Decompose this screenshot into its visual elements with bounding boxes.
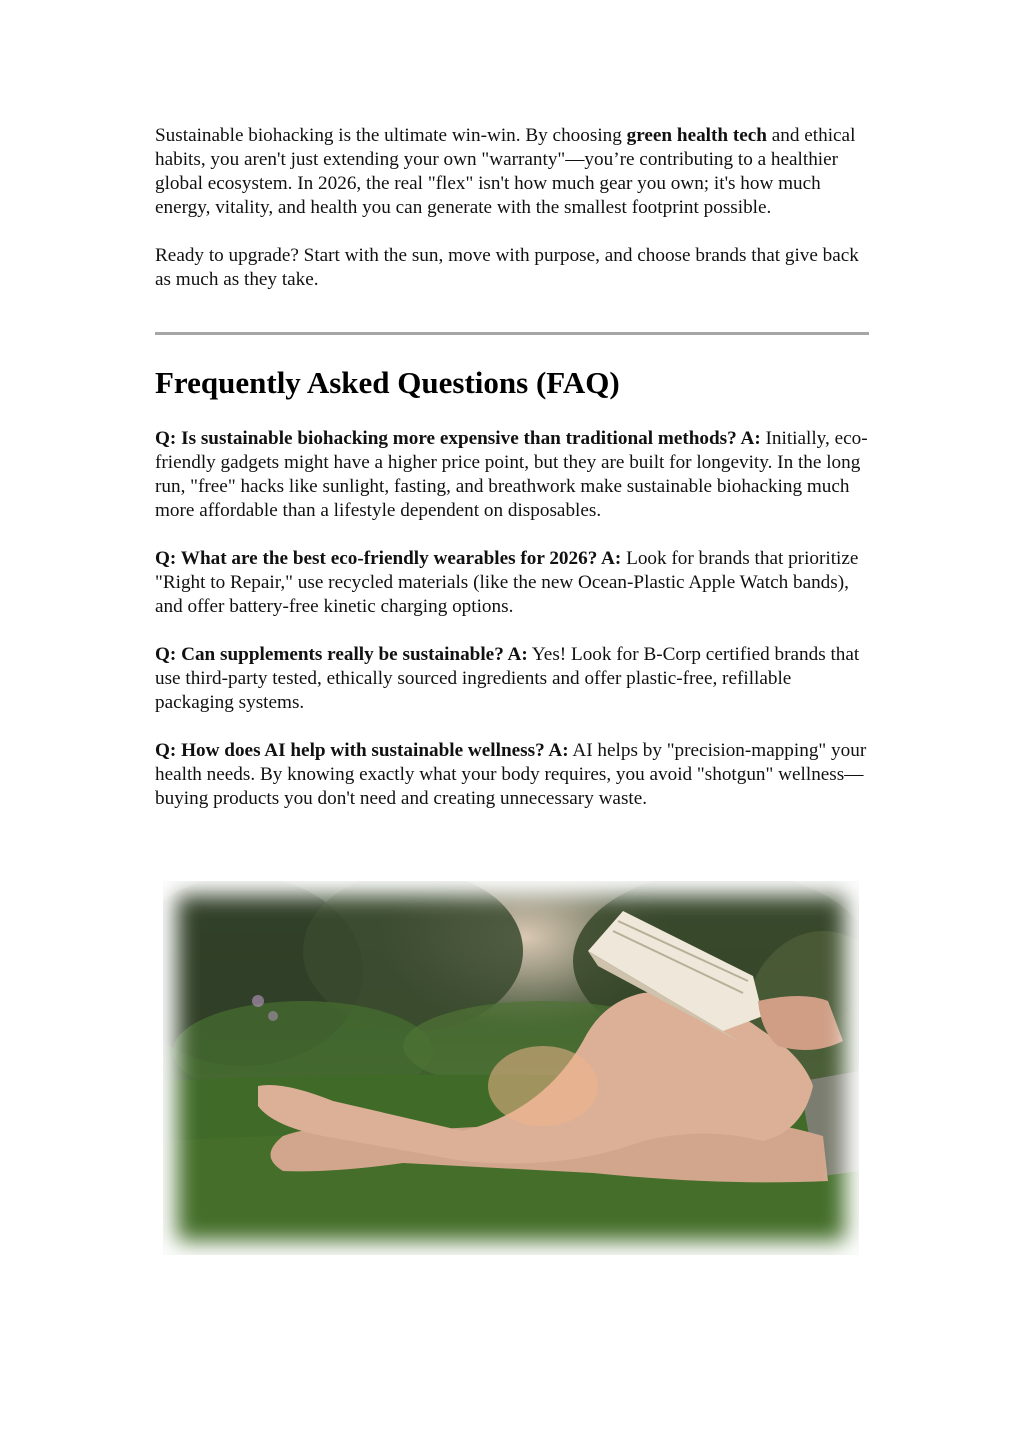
faq-answer: Yes! Look for B-Corp certified brands that use third-party tested, ethically sourced ingredients and offer plastic-free, refillable packaging systems. — [155, 644, 860, 713]
faq-item — [155, 427, 869, 523]
faq-question: Q: Is sustainable biohacking more expensive than traditional methods? A: — [155, 428, 761, 449]
faq-answer: AI helps by "precision-mapping" your health needs. By knowing exactly what your body requires, you avoid "shotgun" wellness—buying products you don't need and creating unnecessary waste. — [155, 740, 867, 809]
faq-answer: Initially, eco-friendly gadgets might have a higher price point, but they are built for longevity. In the long run, "free" hacks like sunlight, fasting, and breathwork make sustainable biohacking much more affordable than a lifestyle dependent on disposables. — [155, 428, 868, 521]
faq-heading: Frequently Asked Questions (FAQ) — [155, 365, 620, 400]
conclusion-paragraph — [155, 124, 869, 220]
faq-question: Q: How does AI help with sustainable wellness? A: — [155, 740, 569, 761]
conclusion-text-end: and ethical habits, you aren't just extending your own "warranty"—you’re contributing to a healthier global ecosystem. In 2026, the real "flex" isn't how much gear you own; it's how much energy, vitality, and health you can generate with the smallest footprint possible. — [155, 125, 856, 218]
call-to-action-paragraph: Ready to upgrade? Start with the sun, move with purpose, and choose brands that give back as much as they take. — [155, 245, 859, 290]
faq-answer: Look for brands that prioritize "Right to Repair," use recycled materials (like the new Ocean-Plastic Apple Watch bands), and offer battery-free kinetic charging options. — [155, 548, 859, 617]
photo-illustration — [163, 881, 859, 1255]
conclusion-bold-phrase: green health tech — [626, 125, 767, 146]
faq-item — [155, 739, 869, 811]
faq-question: Q: What are the best eco-friendly wearables for 2026? A: — [155, 548, 622, 569]
faq-list — [155, 427, 869, 811]
faq-item — [155, 547, 869, 619]
section-divider — [155, 332, 869, 335]
document-page — [155, 124, 869, 811]
faq-item — [155, 643, 869, 715]
reading-on-grass-photo — [163, 881, 859, 1255]
conclusion-text-start: Sustainable biohacking is the ultimate win-win. By choosing — [155, 125, 627, 146]
faq-question: Q: Can supplements really be sustainable? A: — [155, 644, 528, 665]
